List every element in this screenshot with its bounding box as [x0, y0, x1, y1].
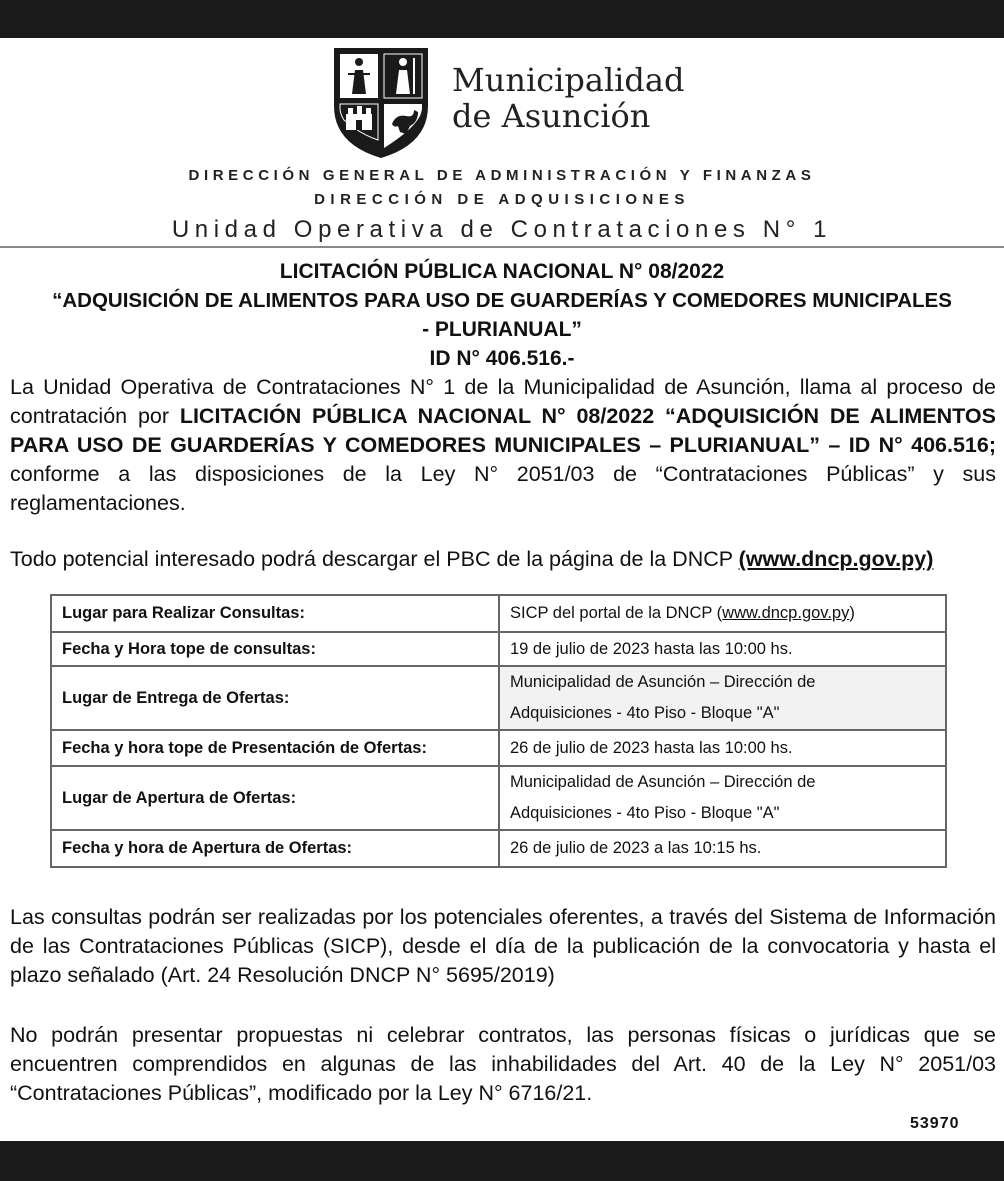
row-label: Fecha y hora de Apertura de Ofertas:	[51, 830, 499, 867]
row-label: Lugar de Entrega de Ofertas:	[51, 666, 499, 730]
table-row	[51, 766, 946, 830]
table-row	[51, 666, 946, 730]
title-line-1: LICITACIÓN PÚBLICA NACIONAL N° 08/2022	[279, 260, 725, 283]
dept-adquisiciones: DIRECCIÓN DE ADQUISICIONES	[314, 191, 690, 208]
logo-line-2: de Asunción	[452, 97, 651, 135]
table-row	[51, 632, 946, 666]
row-value: SICP del portal de la DNCP (www.dncp.gov.py)	[499, 595, 946, 632]
row-value: 26 de julio de 2023 a las 10:15 hs.	[499, 830, 946, 867]
municipality-name	[452, 62, 684, 134]
logo-line-1: Municipalidad	[452, 61, 685, 99]
dept-general: DIRECCIÓN GENERAL DE ADMINISTRACIÓN Y FINANZAS	[188, 167, 816, 184]
row-value: 26 de julio de 2023 hasta las 10:00 hs.	[499, 730, 946, 766]
dncp-link[interactable]: (www.dncp.gov.py)	[738, 547, 934, 571]
title-line-3: - PLURIANUAL”	[422, 318, 582, 341]
top-border-bar	[0, 0, 1004, 38]
consultas-paragraph: Las consultas podrán ser realizadas por los potenciales oferentes, a través del Sistema de Información de las Contrataciones Públicas (SICP), desde el día de la publicación de la convocatoria y hasta el plazo señalado (Art. 24 Resolución DNCP N° 5695/2019)	[10, 905, 996, 987]
table-row	[51, 830, 946, 867]
row-label: Fecha y Hora tope de consultas:	[51, 632, 499, 666]
prohibition-paragraph: No podrán presentar propuestas ni celebrar contratos, las personas físicas o jurídicas que se encuentren comprendidos en algunas de las inhabilidades del Art. 40 de la Ley N° 2051/03 “Contrataciones Públicas”, modificado por la Ley N° 6716/21.	[10, 1023, 996, 1105]
intro-text-2: conforme a las disposiciones de la Ley N° 2051/03 de “Contrataciones Públicas” y sus reglamentaciones.	[10, 462, 996, 515]
download-text: Todo potencial interesado podrá descargar el PBC de la página de la DNCP	[10, 547, 739, 571]
row-label: Lugar para Realizar Consultas:	[51, 595, 499, 632]
title-line-4: ID N° 406.516.-	[429, 347, 575, 370]
info-table	[50, 594, 947, 868]
intro-text-1: La Unidad Operativa de Contrataciones N° 1 de la Municipalidad de Asunción, llama al proceso de contratación por	[10, 375, 996, 428]
row-value: Municipalidad de Asunción – Dirección de Adquisiciones - 4to Piso - Bloque "A"	[499, 666, 946, 730]
reference-number: 53970	[910, 1115, 960, 1132]
row-label: Lugar de Apertura de Ofertas:	[51, 766, 499, 830]
header-divider	[0, 246, 1004, 248]
operative-unit: Unidad Operativa de Contrataciones N° 1	[171, 216, 833, 243]
row-value: Municipalidad de Asunción – Dirección de Adquisiciones - 4to Piso - Bloque "A"	[499, 766, 946, 830]
row-label: Fecha y hora tope de Presentación de Ofertas:	[51, 730, 499, 766]
table-row	[51, 730, 946, 766]
intro-paragraph	[10, 373, 996, 518]
row-value: 19 de julio de 2023 hasta las 10:00 hs.	[499, 632, 946, 666]
table-row	[51, 595, 946, 632]
sicp-link[interactable]: www.dncp.gov.py	[722, 604, 850, 622]
download-paragraph	[10, 545, 996, 574]
intro-bold: LICITACIÓN PÚBLICA NACIONAL N° 08/2022 “ADQUISICIÓN DE ALIMENTOS PARA USO DE GUARDERÍAS Y COMEDORES MUNICIPALES – PLURIANUAL” – ID N° 406.516;	[10, 404, 996, 457]
coat-of-arms-logo	[330, 44, 432, 160]
title-line-2: “ADQUISICIÓN DE ALIMENTOS PARA USO DE GUARDERÍAS Y COMEDORES MUNICIPALES	[52, 289, 952, 312]
bottom-border-bar	[0, 1141, 1004, 1181]
